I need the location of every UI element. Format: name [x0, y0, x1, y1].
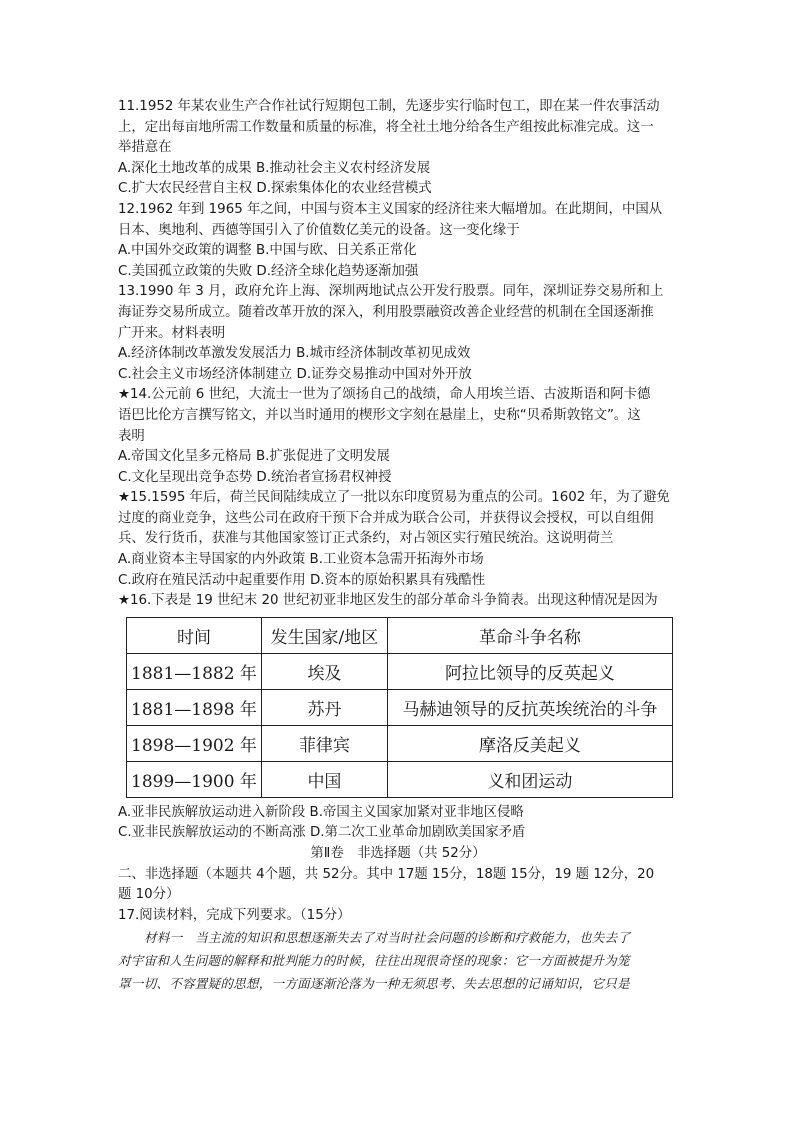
material-line: 对宇宙和人生问题的解释和批判能力的时候，往往出现很奇怪的现象：它一方面被提升为笼: [118, 953, 630, 969]
table-cell-event: 义和团运动: [387, 761, 672, 797]
material-line: 材料一 当主流的知识和思想逐渐失去了对当时社会问题的诊断和疗救能力，也失去了: [144, 930, 631, 946]
answer-options-line: A.深化土地改革的成果 B.推动社会主义农村经济发展: [118, 160, 431, 176]
table-header-cell: 发生国家/地区: [261, 617, 387, 653]
section-intro-line: 二、非选择题（本题共 4个题，共 52分。其中 17题 15分，18题 15分，19 题 12分，20: [118, 866, 655, 882]
section-title: 第Ⅱ卷 非选择题（共 52分）: [310, 846, 486, 862]
answer-options-line: C.亚非民族解放运动的不断高涨 D.第二次工业革命加剧欧美国家矛盾: [118, 825, 526, 841]
answer-options-line: A.亚非民族解放运动进入新阶段 B.帝国主义国家加紧对亚非地区侵略: [118, 804, 524, 820]
question-stem-line: 11.1952 年某农业生产合作社试行短期包工制，先逐步实行临时包工，即在某一件农事活动: [118, 99, 660, 114]
answer-options-line: C.美国孤立政策的失败 D.经济全球化趋势逐渐加强: [118, 263, 419, 279]
table-header-cell: 革命斗争名称: [387, 617, 672, 653]
table-cell-event: 阿拉比领导的反英起义: [387, 653, 672, 689]
answer-options-line: C.扩大农民经营自主权 D.探索集体化的农业经营模式: [118, 181, 432, 197]
table-header-cell: 时间: [127, 617, 262, 653]
table-cell-country: 苏丹: [261, 689, 387, 725]
question-12: [118, 200, 678, 282]
question-stem-line: 日本、奥地利、西德等国引入了价值数亿美元的设备。这一变化缘于: [118, 222, 520, 238]
question-13: [118, 282, 678, 385]
question-14: [118, 385, 678, 488]
answer-options-line: A.商业资本主导国家的内外政策 B.工业资本急需开拓海外市场: [118, 552, 484, 568]
section-intro-line: 题 10分）: [118, 887, 180, 903]
table-header-row: [127, 617, 673, 653]
question-stem-line: 过度的商业竞争，这些公司在政府干预下合并成为联合公司，并获得议会授权，可以自组佣: [118, 510, 654, 526]
table-cell-time: 1898—1902 年: [127, 725, 262, 761]
exam-page-content: [118, 97, 678, 995]
question-stem-line: 12.1962 年到 1965 年之间，中国与资本主义国家的经济往来大幅增加。在此期间，中国从: [118, 201, 663, 217]
table-row: [127, 653, 673, 689]
table-row: [127, 725, 673, 761]
table-cell-event: 马赫迪领导的反抗英埃统治的斗争: [387, 689, 672, 725]
answer-options-line: A.中国外交政策的调整 B.中国与欧、日关系正常化: [118, 243, 417, 259]
question-11: [118, 97, 678, 200]
question-stem-line: ★16.下表是 19 世纪末 20 世纪初亚非地区发生的部分革命斗争简表。出现这种情况是因为: [118, 593, 658, 609]
table-cell-country: 埃及: [261, 653, 387, 689]
question-stem-line: 举措意在: [118, 140, 172, 156]
question-15: [118, 488, 678, 591]
question-17-prompt: 17.阅读材料，完成下列要求。（15分）: [118, 907, 351, 923]
answer-options-line: C.政府在殖民活动中起重要作用 D.资本的原始积累具有残酷性: [118, 572, 486, 588]
question-16: [118, 591, 678, 844]
table-cell-time: 1881—1898 年: [127, 689, 262, 725]
material-line: 罩一切、不容置疑的思想，一方面逐渐沦落为一种无须思考、失去思想的记诵知识，它只是: [118, 976, 630, 992]
table-row: [127, 761, 673, 797]
answer-options-line: A.经济体制改革激发发展活力 B.城市经济体制改革初见成效: [118, 346, 471, 362]
question-stem-line: 语巴比伦方言撰写铭文，并以当时通用的楔形文字刻在悬崖上，史称“贝希斯敦铭文”。这: [118, 407, 641, 423]
table-cell-country: 菲律宾: [261, 725, 387, 761]
answer-options-line: A.帝国文化呈多元格局 B.扩张促进了文明发展: [118, 449, 390, 465]
question-stem-line: 兵、发行货币，获准与其他国家签订正式条约，对占领区实行殖民统治。这说明荷兰: [118, 531, 614, 547]
table-cell-country: 中国: [261, 761, 387, 797]
question-stem-line: ★15.1595 年后，荷兰民间陆续成立了一批以东印度贸易为重点的公司。1602 年，为了避免: [118, 490, 670, 506]
question-stem-line: 上，定出每亩地所需工作数量和质量的标准，将全社土地分给各生产组按此标准完成。这一: [118, 119, 654, 135]
answer-options-line: C.文化呈现出竞争态势 D.统治者宣扬君权神授: [118, 469, 392, 485]
question-stem-line: 表明: [118, 428, 145, 444]
question-stem-line: 13.1990 年 3 月，政府允许上海、深圳两地试点公开发行股票。同年，深圳证券交易所和上: [118, 284, 664, 300]
question-stem-line: 广开来。材料表明: [118, 325, 226, 341]
revolution-table: [126, 617, 673, 798]
table-cell-time: 1899—1900 年: [127, 761, 262, 797]
table-cell-time: 1881—1882 年: [127, 653, 262, 689]
table-row: [127, 689, 673, 725]
table-cell-event: 摩洛反美起义: [387, 725, 672, 761]
question-stem-line: 海证券交易所成立。随着改革开放的深入，利用股票融资改善企业经营的机制在全国逐渐推: [118, 304, 654, 320]
part-two: [118, 844, 678, 995]
answer-options-line: C.社会主义市场经济体制建立 D.证券交易推动中国对外开放: [118, 366, 472, 382]
question-stem-line: ★14.公元前 6 世纪，大流士一世为了颂扬自己的战绩，命人用埃兰语、古波斯语和阿卡德: [118, 387, 651, 403]
